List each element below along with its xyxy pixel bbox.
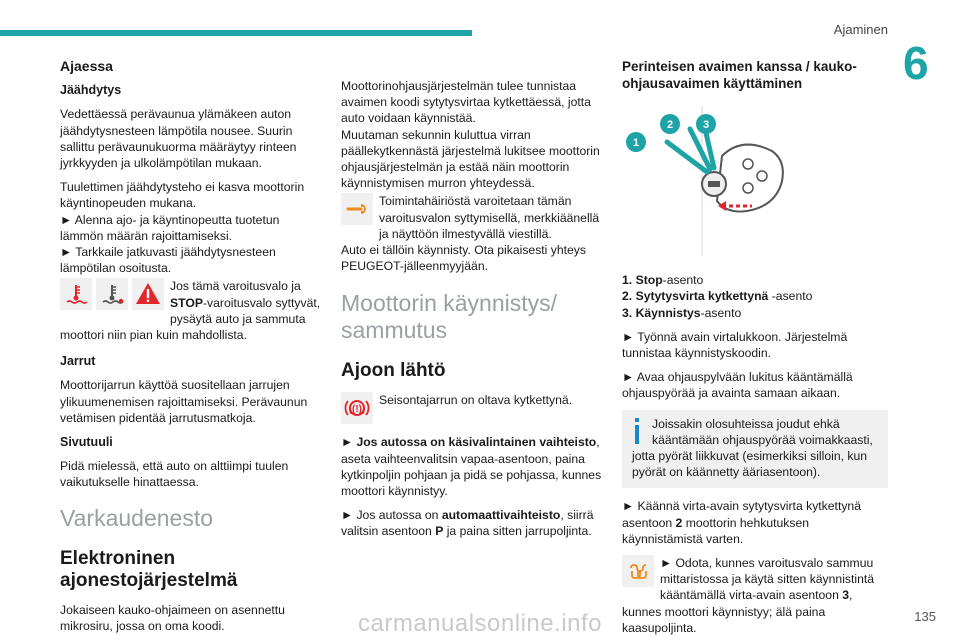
warning-icons bbox=[622, 555, 654, 587]
paragraph: Jokaiseen kauko-ohjaimeen on asennettu mikrosiru, jossa on oma koodi. bbox=[60, 602, 285, 633]
badge-2: 2 bbox=[666, 119, 674, 131]
list-item: 1. Stop-asento bbox=[622, 273, 704, 288]
start-paragraph: ► Odota, kunnes varoitusvalo sammuu mittaristossa ja käytä sitten käynnistintä kääntämällä virta-avain asentoon 3, kunnes moottori käynnistyy; älä paina kaasupoljinta. bbox=[622, 556, 875, 635]
stop-warning-triangle-icon bbox=[132, 278, 164, 310]
position-list bbox=[622, 272, 888, 321]
chapter-number: 6 bbox=[903, 37, 929, 89]
glow-plug-icon bbox=[622, 555, 654, 587]
heading-key-start: Perinteisen avaimen kanssa / kauko-ohjausavaimen käyttäminen bbox=[622, 59, 857, 91]
watermark: carmanualsonline.info bbox=[358, 610, 602, 637]
heading-jarrut: Jarrut bbox=[60, 354, 96, 369]
manual-gearbox-paragraph: ► Jos autossa on käsivalintainen vaihteisto, aseta vaihteenvalitsin vapaa-asentoon, paina kytkinpoljin pohjaan ja pidä se pohjassa, kunnes moottori käynnistyy. bbox=[341, 435, 602, 499]
ignition-paragraph: ► Käännä virta-avain sytytysvirta kytkettynä asentoon 2 moottorin hehkutuksen käynnistämistä varten. bbox=[622, 499, 861, 546]
badge-1: 1 bbox=[632, 137, 640, 149]
wrench-icon bbox=[341, 193, 373, 225]
heading-elektroninen: Elektroninen ajonestojärjestelmä bbox=[60, 547, 238, 591]
paragraph: ► Työnnä avain virtalukkoon. Järjestelmä tunnistaa käynnistyskoodin. bbox=[622, 329, 848, 361]
heading-varkaudenesto: Varkaudenesto bbox=[60, 504, 214, 531]
column-1 bbox=[60, 58, 322, 642]
paragraph: ► Avaa ohjauspylvään lukitus kääntämällä ohjauspyörää ja avainta samaan aikaan. bbox=[622, 370, 853, 401]
warning-text-b: -varoitusvalo syttyvät, pysäytä auto ja sammuta moottori niin pian kuin mahdollista. bbox=[60, 295, 321, 343]
heading-kaynnistys: Moottorin käynnistys/ sammutus bbox=[341, 290, 558, 344]
warning-icons bbox=[60, 278, 164, 310]
heading-sivutuuli: Sivutuuli bbox=[60, 435, 113, 450]
list-item: 2. Sytytysvirta kytkettynä -asento bbox=[622, 289, 813, 304]
paragraph: ► Tarkkaile jatkuvasti jäähdytysnesteen lämpötilan osoitusta. bbox=[60, 245, 276, 276]
svg-text:((!)): ((!)) bbox=[348, 404, 366, 416]
paragraph: Seisontajarrun on oltava kytkettynä. bbox=[379, 393, 573, 408]
page-number: 135 bbox=[914, 609, 936, 624]
section-title: Ajaminen bbox=[833, 22, 888, 37]
ignition-lock-icon bbox=[702, 172, 726, 196]
info-text: Joissakin olosuhteissa joudut ehkä kääntämään ohjauspyörää voimakkaasti, jotta pyörät liikkuvat (esimerkiksi silloin, kun pyörät on käännetty ääriasentoon). bbox=[632, 416, 873, 480]
key-fob-icon bbox=[717, 145, 783, 212]
warning-icons bbox=[341, 193, 373, 225]
info-box bbox=[622, 410, 888, 489]
header-accent-bar bbox=[0, 30, 472, 36]
heading-ajaessa: Ajaessa bbox=[60, 58, 113, 74]
list-item: 3. Käynnistys-asento bbox=[622, 305, 742, 320]
paragraph: Pidä mielessä, että auto on alttiimpi tuulen vaikutukselle hinattaessa. bbox=[60, 459, 289, 490]
warning-text-a: Jos tämä varoitusvalo ja bbox=[170, 279, 301, 294]
column-3 bbox=[622, 58, 888, 636]
stop-label: STOP bbox=[170, 295, 203, 310]
paragraph: Moottorinohjausjärjestelmän tulee tunnistaa avaimen koodi sytytysvirtaa kytkettäessä, jotta auto voidaan käynnistää. bbox=[341, 79, 591, 126]
heading-jaahdytys: Jäähdytys bbox=[60, 83, 122, 98]
coolant-warning-block bbox=[60, 278, 322, 343]
ignition-key-illustration bbox=[622, 106, 790, 256]
paragraph: ► Alenna ajo- ja käyntinopeutta tuotetun lämmön määrän rajoittamiseksi. bbox=[60, 212, 280, 243]
badge-3: 3 bbox=[702, 119, 710, 131]
coolant-temp-grey-icon bbox=[96, 278, 128, 310]
column-2 bbox=[341, 78, 605, 548]
automatic-gearbox-paragraph: ► Jos autossa on automaattivaihteisto, siirrä valitsin asentoon P ja paina sitten jarrupoljinta. bbox=[341, 508, 594, 539]
paragraph: Moottorijarrun käyttöä suositellaan jarrujen ylikuumenemisen rajoittamiseksi. Perävaunun vetämisen pidentää jarrutusmatkoja. bbox=[60, 378, 308, 425]
paragraph: Tuulettimen jäähdytysteho ei kasva moottorin käyntinopeuden mukana. bbox=[60, 180, 305, 211]
parking-brake-icon bbox=[341, 392, 373, 424]
info-icon bbox=[632, 418, 642, 444]
immobiliser-warning-block bbox=[341, 193, 605, 242]
paragraph: Vedettäessä perävaunua ylämäkeen auton jäähdytysnesteen lämpötila nousee. Suurin sallittu perävaunukuorma määräytyy rinteen jyrkkyyden ja ulkolämpötilan mukaan. bbox=[60, 107, 297, 171]
paragraph: Toimintahäiriöstä varoitetaan tämän varoitusvalon syttymisellä, merkkiäänellä ja näyttöön ilmestyvällä viestillä. bbox=[379, 194, 600, 241]
paragraph: Auto ei tällöin käynnisty. Ota pikaisesti yhteys PEUGEOT-jälleenmyyjään. bbox=[341, 243, 586, 274]
paragraph: Muutaman sekunnin kuluttua virran päällekytkennästä järjestelmä lukitsee moottorin ohjausjärjestelmän ja estää näin moottorin käynnistymisen murron yhteydessä. bbox=[341, 127, 600, 191]
warning-icons bbox=[341, 392, 373, 424]
coolant-temp-red-icon bbox=[60, 278, 92, 310]
heading-ajoon: Ajoon lähtö bbox=[341, 360, 446, 382]
parking-brake-block bbox=[341, 392, 605, 426]
